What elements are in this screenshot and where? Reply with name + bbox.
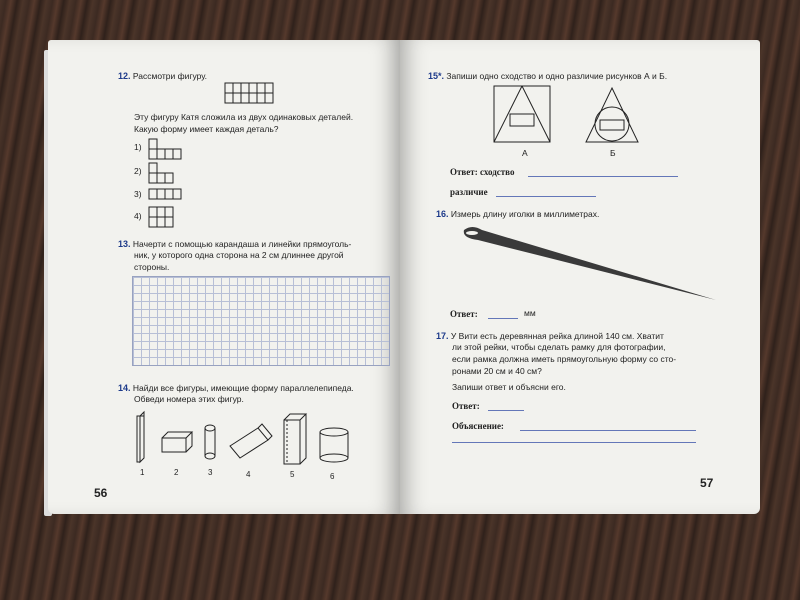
q14-line-2: Обведи номера этих фигур.: [134, 394, 244, 404]
option-4-shape: [148, 206, 174, 228]
difference-answer-line[interactable]: [496, 196, 596, 197]
q12-option-4[interactable]: 4): [134, 211, 142, 221]
q17-line-4: ронами 20 см и 40 см?: [452, 366, 542, 376]
q17-line-1: 17. У Вити есть деревянная рейка длиной 140 см. Хватит: [436, 331, 664, 341]
q16-unit: мм: [524, 308, 536, 318]
solid-shapes: [134, 410, 384, 468]
option-3-shape: [148, 188, 182, 200]
shape-label-4[interactable]: 4: [246, 470, 251, 479]
q12-figure: [224, 82, 274, 104]
q13-line-1: 13. Начерти с помощью карандаша и линейки прямоуголь-: [118, 239, 352, 249]
q12-option-1[interactable]: 1): [134, 142, 142, 152]
figure-b-label: Б: [610, 148, 616, 158]
q15-heading: 15*. Запиши одно сходство и одно различие рисунков А и Б.: [428, 71, 668, 81]
figure-a-label: А: [522, 148, 528, 158]
page-number-left: 56: [94, 486, 108, 500]
drawing-grid[interactable]: [132, 276, 390, 366]
shape-label-3[interactable]: 3: [208, 468, 213, 477]
q12-text-2: Какую форму имеет каждая деталь?: [134, 124, 279, 134]
q13-line-3: стороны.: [134, 262, 170, 272]
q12-text-1: Эту фигуру Катя сложила из двух одинаковых деталей.: [134, 112, 354, 122]
q12-heading: 12. Рассмотри фигуру.: [118, 71, 208, 81]
q15-difference-label: различие: [450, 187, 488, 197]
explanation-line-2[interactable]: [452, 442, 696, 443]
q17-answer-label: Ответ:: [452, 401, 480, 411]
q17-explanation-label: Объяснение:: [452, 421, 504, 431]
q12-option-2[interactable]: 2): [134, 166, 142, 176]
left-page: [48, 40, 400, 514]
q16-answer-label: Ответ:: [450, 309, 478, 319]
option-1-shape: [148, 138, 182, 160]
q17-instruction: Запиши ответ и объясни его.: [452, 382, 566, 392]
option-2-shape: [148, 162, 174, 184]
shape-label-2[interactable]: 2: [174, 468, 179, 477]
shape-label-1[interactable]: 1: [140, 468, 145, 477]
open-workbook: [48, 40, 760, 518]
q17-answer-line[interactable]: [488, 410, 524, 411]
q15-similarity-label: Ответ: сходство: [450, 167, 515, 177]
explanation-line-1[interactable]: [520, 430, 696, 431]
q15-figures: [492, 84, 682, 146]
shape-label-6[interactable]: 6: [330, 472, 335, 481]
page-number-right: 57: [700, 476, 714, 490]
needle-icon: [458, 224, 718, 304]
q14-line-1: 14. Найди все фигуры, имеющие форму параллелепипеда.: [118, 383, 354, 393]
q13-line-2: ник, у которого одна сторона на 2 см длиннее другой: [134, 250, 344, 260]
q17-line-3: если рамка должна иметь прямоугольную форму со сто-: [452, 354, 677, 364]
right-page: [400, 40, 760, 514]
similarity-answer-line[interactable]: [528, 176, 678, 177]
needle-answer-line[interactable]: [488, 318, 518, 319]
q17-line-2: ли этой рейки, чтобы сделать рамку для фотографии,: [452, 342, 666, 352]
shape-label-5[interactable]: 5: [290, 470, 295, 479]
q16-heading: 16. Измерь длину иголки в миллиметрах.: [436, 209, 600, 219]
q12-option-3[interactable]: 3): [134, 189, 142, 199]
